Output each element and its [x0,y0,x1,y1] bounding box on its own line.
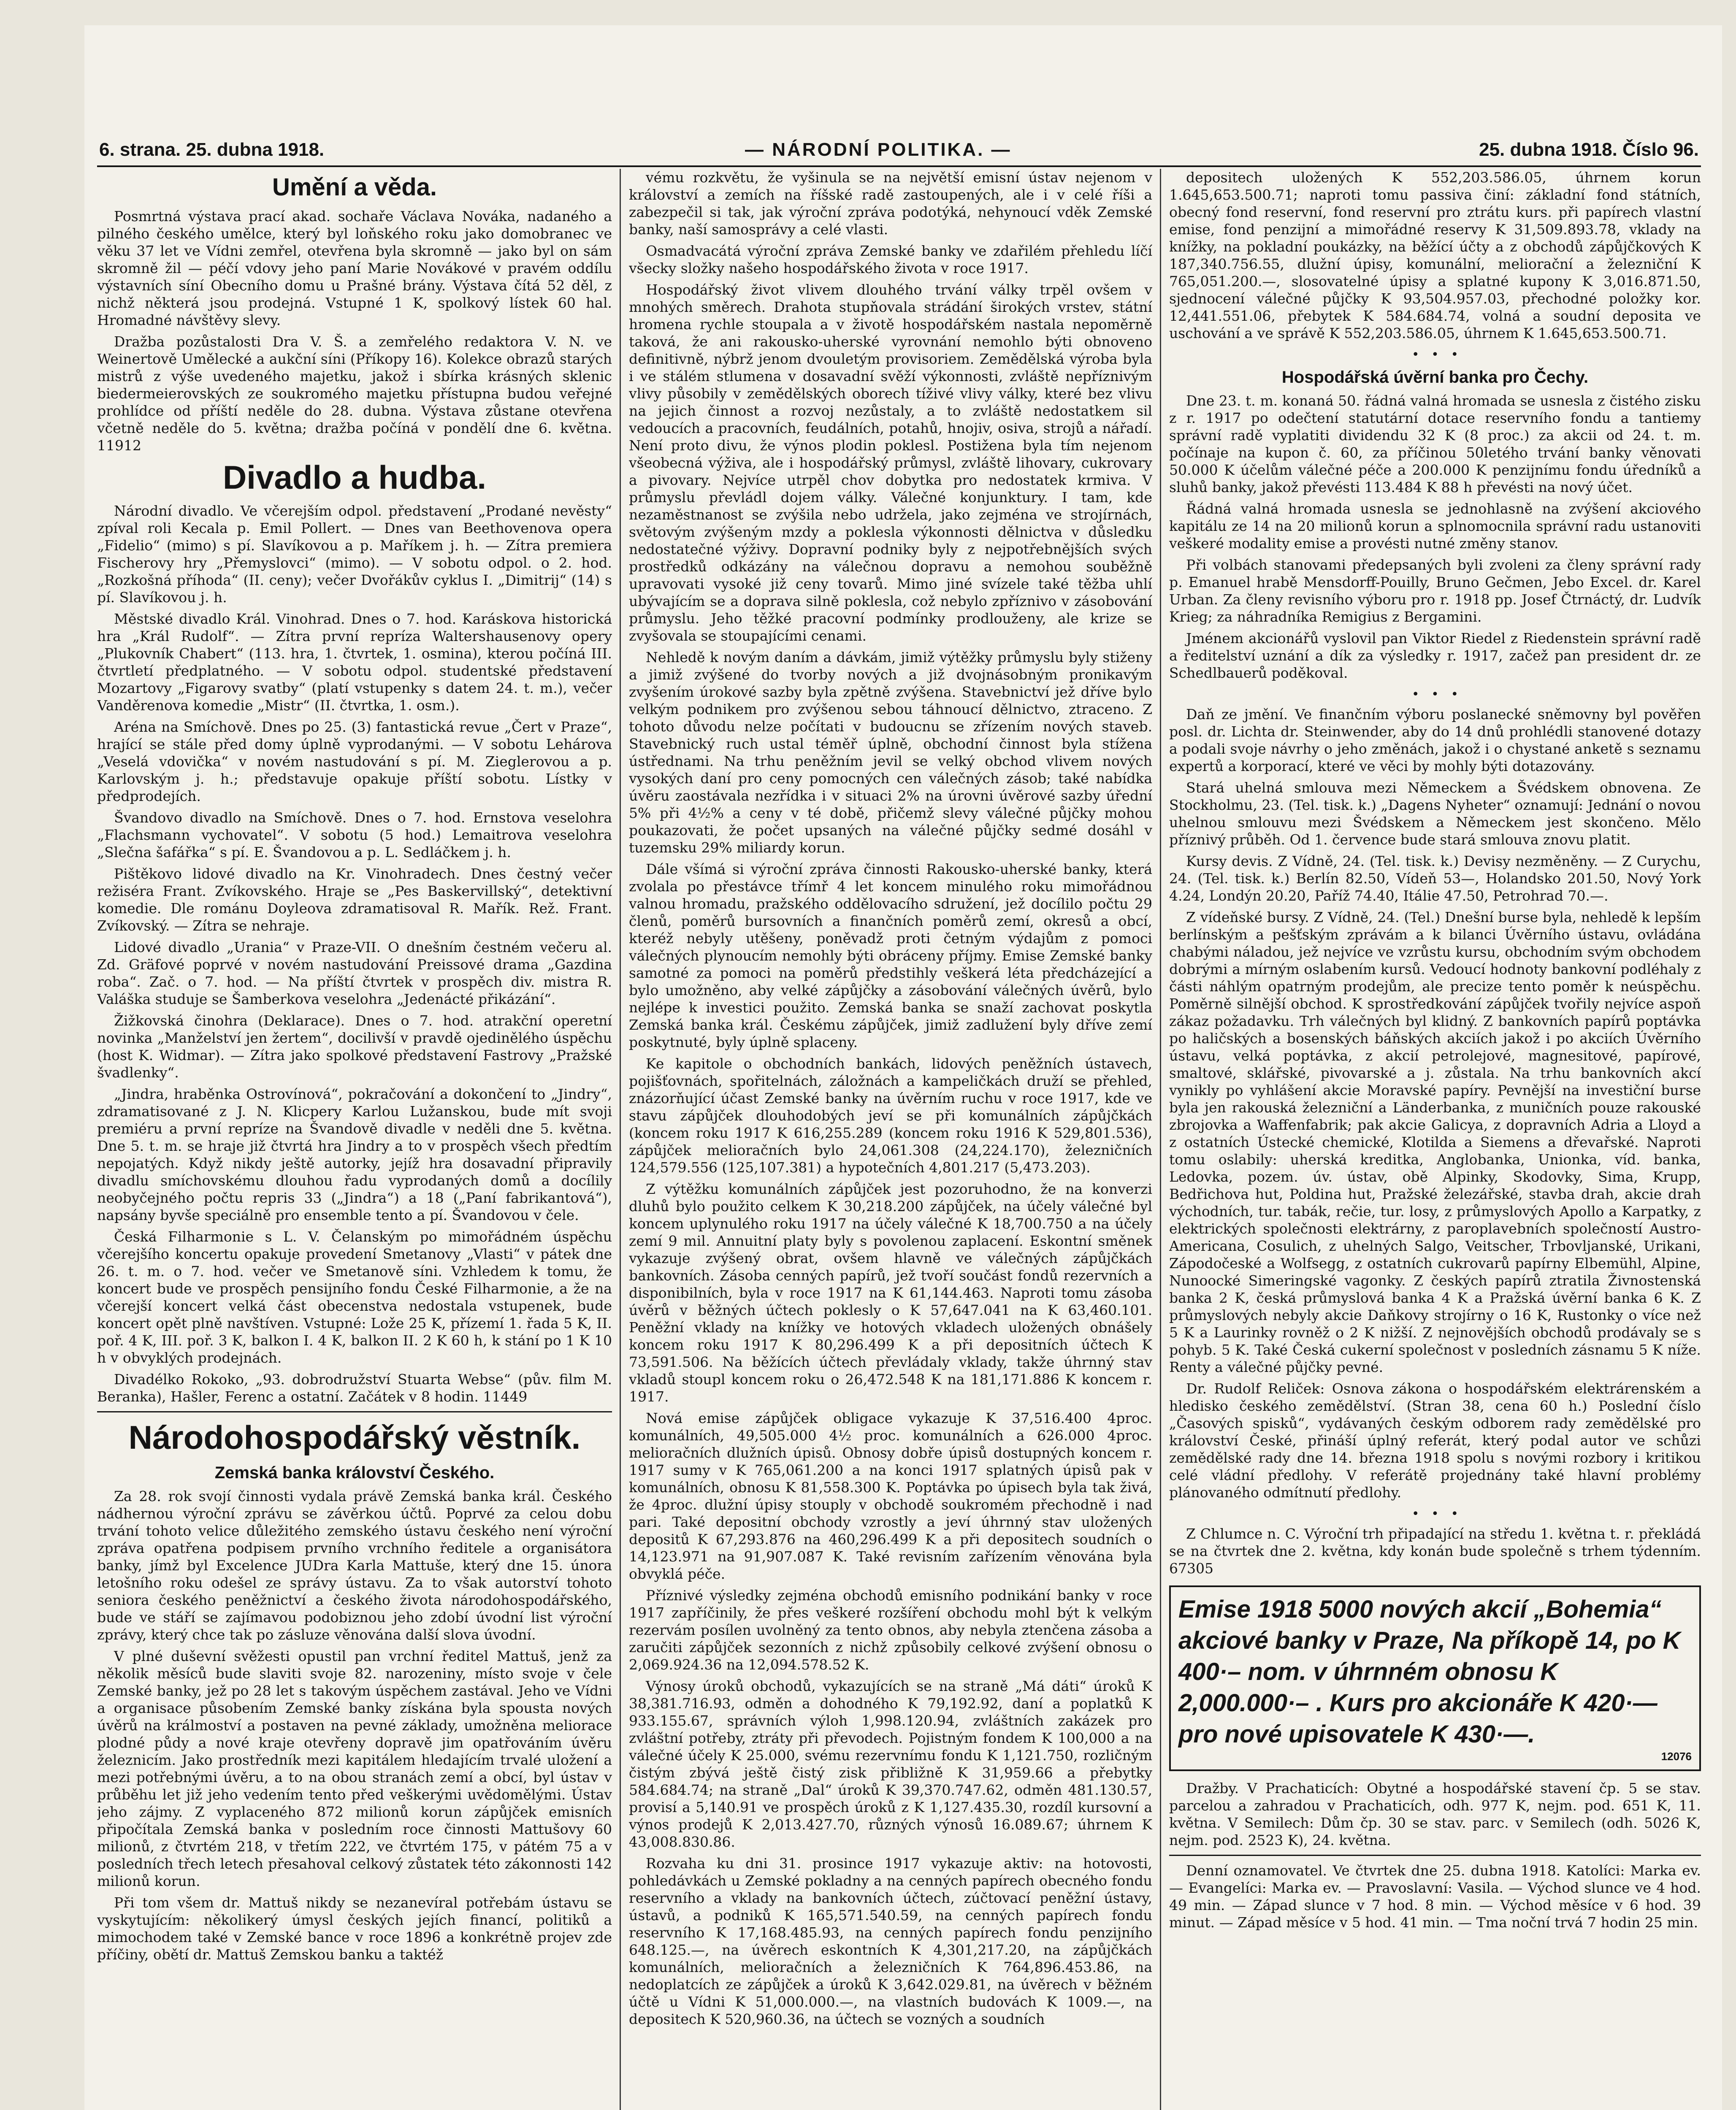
article-paragraph: Městské divadlo Král. Vinohrad. Dnes o 7. hod. Karáskova historická hra „Král Rudolf“. — Zítra první repríza Waltershausenovy opery „Plukovník Chabert“ (113. hra, 1. čtvrtek, 1. osmina), kterou počíná III. čtvrtletí předplatného. — V sobotu odpol. studentské představení Mozartovy „Figarovy svatby“ (platí vstupenky s datem 24. t. m.), večer Vanděrenova komedie „Mistr“ (II. čtvrtka, 1. osm.). [97,611,612,714]
article-paragraph: Aréna na Smíchově. Dnes po 25. (3) fantastická revue „Čert v Praze“, hrající se stále před domy úplně vyprodanými. — V sobotu Lehárova „Veselá vdovička“ v novém nastudování s pí. M. Zieglerovou a p. Karlovským j. h.; představuje opakuje příští sobotu. Lístky v předprodejích. [97,719,612,804]
article-paragraph: V plné duševní svěžesti opustil pan vrchní ředitel Mattuš, jenž za několik měsíců bude slaviti svoje 82. narozeniny, místo svoje v čele Zemské banky, jež po 28 let s takovým úspěchem zastával. Jeho ve Vídni a organisace působením Zemské banky získána byla spousta nových úvěrů na králmoství a postaven na pevné základy, umožněna meliorace plodné půdy a nové kraje otevřeny dopravě jim opatřováním úvěru železnicím. Jako prostředník mezi kapitálem hledajícím trvalé uložení a mezi potřebnými úvěru, a to na obou stranách zemí a obcí, byl ústav v průběhu let již jeho vedením tento před veškerými uvědomělými. Ústav jeho zájmy. Z vyplaceného 872 milionů korun zápůjček emisních připočítala Zemská banka v posledním roce činnosti Mattušovy 60 milionů, z čtvrtém 218, v třetím 222, ve čtvrtém 175, v pátém 75 a v posledních třech letech přesahoval celkový zůstatek této zákonnosti 142 milionů korun. [97,1648,612,1889]
article-paragraph: Dále všímá si výroční zpráva činnosti Rakousko-uherské banky, která zvolala po přestávce třímř 4 let koncem minulého roku mimořádnou valnou hromadu, pražského oddělovacího sdružení, jež docílilo počtu 29 členů, poměrů bursovních a finančních poměrů zemí, okresů a obcí, kteréž nebyly utěšeny, poněvadž proti četným výdajům z pomoci válečných plynoucím nemohly býti obráceny příjmy. Emise Zemské banky samotné za pomoci na poměrů předstihly veškerá léta předcházející a bylo umožněno, aby velké zápůjčky a zásobování válečných úvěrů, bylo nejlépe k investici použito. Zemská banka se snaží zachovat poskytla Zemská banka král. Českému zápůjček, jimiž zadlužení byly dříve zemí poskytnuté, byly úplně splaceny. [629,861,1152,1050]
article-paragraph: „Jindra, hraběnka Ostrovínová“, pokračování a dokončení to „Jindry“, zdramatisované z J. N. Klicpery Karlou Lužanskou, bude mít svoji premiéru a první repríze na Švandově divadle v neděli dne 5. května. Dne 5. t. m. se hraje již čtvrtá hra Jindry a to v prospěch všech předtím nepojatých. Když nikdy ještě autorky, jejíž hra dosavadní připravily divadlu smíchovskému dlouhou řadu vyprodaných domů a docílily neobyčejného počtu repris 33 („Jindra“) a 18 („Paní fabrikantová“), napsány byvše speciálně pro ensemble tento a pí. Švandovou v čele. [97,1086,612,1223]
article-paragraph: Lidové divadlo „Urania“ v Praze-VII. O dnešním čestném večeru al. Zd. Gräfové poprvé v novém nastudování Preissové drama „Gazdina roba“. Zač. o 7. hod. — Na příští čtvrtek v prospěch div. mistra R. Valáška studuje se Šamberkova veselohra „Jedenácté přikázání“. [97,939,612,1007]
section-heading-art: Umění a věda. [272,173,437,201]
article-paragraph: Národní divadlo. Ve včerejším odpol. představení „Prodané nevěsty“ zpíval roli Kecala p. Emil Pollert. — Dnes van Beethovenova opera „Fidelio“ (mimo) s pí. Slavíkovou a p. Maříkem j. h. — Zítra premiera Fischerovy hry „Přemyslovci“ (mimo). — V sobotu odpol. o 2. hod. „Rozkošná příhoda“ (II. ceny); večer Dvořákův cyklus I. „Dimitrij“ (14) s pí. Slavíkovou j. h. [97,503,612,606]
section-heading-theatre: Divadlo a hudba. [222,459,487,496]
article-paragraph: Osmadvacátá výroční zpráva Zemské banky ve zdařilém přehledu líčí všecky složky našeho hospodářského života v roce 1917. [629,243,1152,276]
article-paragraph: Při tom všem dr. Mattuš nikdy se nezanevíral potřebám ústavu se vyskytujícím: několikerý úmysl českých jejích financí, politiků a mimochodem také v Zemské bance v roce 1896 a konkrétně projev zde příčiny, obětí dr. Mattuš Zemskou banku a taktéž [97,1894,612,1963]
separator-dots: • • • [1411,1507,1459,1521]
article-paragraph: Pištěkovo lidové divadlo na Kr. Vinohradech. Dnes čestný večer režiséra Frant. Zvíkovského. Hraje se „Pes Baskervillský“, detektivní komedie. Dle románu Doyleova zdramatisoval R. Mařík. Rež. Frant. Zvíkovský. — Zítra se nehraje. [97,866,612,934]
article-paragraph: Hospodářský život vlivem dlouhého trvání války trpěl ovšem v mnohých směrech. Drahota stupňovala strádání širokých vrstev, státní hromena rychle stoupala a v životě hospodářském nastala nepoměrně taková, že ani rakousko-uherské vyrovnání nemohlo býti obnoveno definitivně, nýbrž jenom dvouletým provisoriem. Zemědělská výroba byla i ve stálém stlumena v dosavadní svěží výkonnosti, zvláště nepříznivým vlivy působily v zemědělských oborech tíživé vlivy války, které bez vlivu na jejich činnost a rozvoj nezůstaly, a to zvláště nedostatkem sil vedoucích a pracovních, feudálních, potahů, hnojiv, osiva, strojů a nářadí. Není proto divu, že výnos plodin poklesl. Postižena byla tím nejenom všeobecná výživa, ale i hospodářský průmysl, zvláště lihovary, cukrovary a pivovary. Nejvíce utrpěl chov dobytka pro nedostatek krmiva. V průmyslu převládl dojem války. Válečné konjunktury. I tam, kde nezaměstnanost se zvýšila nebo udržela, jako zejména ve strojírnách, světovým zvýšeným mzdy a poklesla výkonnosti dělnictva v důsledku nedostatečné výživy. Dopravní podniky byly z nejpotřebnějších svých prostředků odkázány na válečnou dopravu a nemohou souběžně upravovati vysoké již ceny tovarů. Mimo jiné svízele také těžba uhlí ubývajícím se a doprava silně poklesla, což nebylo zpříznivo v zásobování průmyslu. Jeho těžké pracovní podmínky prodlouženy, ale krize se zvyšovala se stoupajícími cenami. [629,281,1152,644]
article-paragraph: Žižkovská činohra (Deklarace). Dnes o 7. hod. atrakční operetní novinka „Manželství jen žertem“, docilivší v pravdě ojedinělého úspěchu (host K. Widmar). — Zítra jako spolkové představení Fastrovy „Pražské švadlenky“. [97,1012,612,1081]
article-paragraph: Nehledě k novým daním a dávkám, jimiž výtěžky průmyslu byly stiženy a jimiž zvýšené do tvorby nových a již dvojnásobným pronikavým zvyšením úrokové sazby byla zpětně zvýšena. Stavebnictví jež dříve bylo velkým podnikem pro zvýšenou sebou táhnoucí dělnictvo, ztraceno. Z tohoto důvodu nelze počítati v budoucnu se zřízením nových staveb. Stavebnický ruch ustal téměř úplně, obchodní činnost byla stížena ústřednami. Na trhu peněžním jevil se velký obchod vlivem nových vysokých daní pro ceny pomocných cen válečných zásob; také nabídka úvěru zaostávala nezřídka i v situaci 2% na úrovni úvěrové sazby úřední 5% při 4½% a ceny v té době, přičemž slevy válečné půjčky mohou poukazovati, že počet upsaných na válečné půjčky sedmé dosáhl v tuzemsku 29% miliardy korun. [629,649,1152,856]
article-paragraph: Rozvaha ku dni 31. prosince 1917 vykazuje aktiv: na hotovosti, pohledávkách u Zemské pokladny a na cenných papírech obecného fondu reservního a vklady na bankovních účtech, zúčtovací peněžní ústavy, ústavů, a podniků K 165,571.540.59, na cenných papírech fondu reservního K 17,168.485.93, na cenných papírech fondu penzijního 648.125.—, na úvěrech eskontních K 4,301,217.20, na zápůjčkách komunálních, melioračních a železničních K 764,896.453.86, na nedoplatcích ze zápůjček a úroků K 3,642.029.81, na úvěrech v běžném účtě u Vídni K 51,000.000.—, na vlastních budovách K 1009.—, na depositech K 520,960.36, na účtech se vozných a soudních [629,1855,1152,2027]
advertisement-text: Emise 1918 5000 nových akcií „Bohemia“ akciové banky v Praze, Na příkopě 14, po K 400·– nom. v úhrnném obnosu K 2,000.000·– . Kurs pro akcionáře K 420·— pro nové upisovatele K 430·—. [1178,1596,1681,1748]
header-date-left: 6. strana. 25. dubna 1918. [99,139,325,160]
advertisement-box [1169,1585,1701,1771]
article-paragraph: Divadélko Rokoko, „93. dobrodružství Stuarta Webse“ (pův. film M. Beranka), Hašler, Ferenc a ostatní. Začátek v 8 hodin. 11449 [97,1371,612,1405]
article-paragraph: depositech uložených K 552,203.586.05, úhrnem korun 1.645,653.500.71; naproti tomu passiva činí: základní fond státních, obecný fond reservní, fond reservní pro ztrátu kurs. při papírech vlastní emise, fond penzijní a mimořádné reservy K 31,509.893.78, vklady na knížky, na pokladní poukázky, na běžící účty a z obchodů zápůjčkových K 187,340.756.55, dlužní úpisy, komunální, meliorační a železniční K 765,051.200.—, slosovatelné úpisy a splatné kupony K 3,016.871.50, sjednocení válečné půjčky K 93,504.957.03, přechodné položky kor. 12,441.551.06, přebytek K 584.684.74, volná a soudní deposita ve uschování a ve správě K 552,203.586.05, úhrnem K 1.645,653.500.71. [1169,169,1701,341]
section-heading-economy: Národohospodářský věstník. [128,1419,581,1456]
header-title: — NÁRODNÍ POLITIKA. — [745,139,1012,160]
article-paragraph: Dr. Rudolf Reliček: Osnova zákona o hospodářském elektrárenském a hledisko českého zemědělství. (Stran 38, cena 60 h.) Poslední číslo „Časových spisků“, vydávaných českým odborem rady zemědělské pro království České, přináší úplný referát, který podal autor ve schůzi zemědělské rady dne 14. března 1918 spolu s novými rozbory i kritikou celé vládní předlohy. V referátě projednány také hlavní problémy plánovaného odmítnutí předlohy. [1169,1380,1701,1501]
article-paragraph: Denní oznamovatel. Ve čtvrtek dne 25. dubna 1918. Katolíci: Marka ev. — Evangelíci: Marka ev. — Pravoslavní: Vasila. — Východ slunce ve 4 hod. 49 min. — Západ slunce v 7 hod. 8 min. — Východ měsíce v 6 hod. 39 minut. — Západ měsíce v 5 hod. 41 min. — Tma noční trvá 7 hodin 25 min. [1169,1862,1701,1931]
newspaper-page [84,25,1722,2110]
section-divider [97,1411,612,1412]
article-paragraph: Příznivé výsledky zejména obchodů emisního podnikání banky v roce 1917 zapříčinily, že přes veškeré rozšíření obchodu mohl být k velkým rezervám posílen uvolněný za tento obnos, aby nebyla ztenčena zásoba a zaručiti zápůjček sezonních z nichž způsobily celkové zvýšení obnosu o 2,069.924.36 na 12,094.578.52 K. [629,1587,1152,1673]
article-paragraph: Dražby. V Prachaticích: Obytné a hospodářské stavení čp. 5 se stav. parcelou a zahradou v Prachaticích, odh. 977 K, nejm. pod. 651 K, 11. května. V Semilech: Dům čp. 30 se stav. parc. v Semilech (odh. 5026 K, nejm. pod. 2523 K), 24. května. [1169,1780,1701,1848]
header-rule [97,165,1701,167]
article-paragraph: Z výtěžku komunálních zápůjček jest pozoruhodno, že na konverzi dluhů bylo použito celkem K 30,218.200 zápůjček, na účely válečné byl koncem uplynulého roku 1917 na účely válečné K 18,700.750 a na účely zemí 9 mil. Annuitní platy byly s povolenou zaplacení. Eskontní směnek vykazuje zvýšený obrat, ovšem hlavně ve válečných zápůjčkách bankovních. Zásoba cenných papírů, jež tvoří součást fondů rezervních a disponibilních, byla v roce 1917 na K 61,144.463. Naproti tomu zásoba úvěrů v běžných účtech poklesly o K 57,647.041 na K 63,460.101. Peněžní vklady na knížky ve hotových vkladech uložených obnášely koncem roku 1917 K 80,296.499 K a při depositních účtech K 73,591.506. Na běžících účtech převládaly vklady, takže úhrnný stav vkladů stoupl koncem roku o 26,472.548 K na 181,171.886 K koncem r. 1917. [629,1181,1152,1405]
article-paragraph: Ke kapitole o obchodních bankách, lidových peněžních ústavech, pojišťovnách, spořitelnách, záložnách a kampeličkách druží se přehled, znázorňující účast Zemské banky na úvěrním ruchu v roce 1917, kde ve stavu zápůjček dlouhodobých jeví se při komunálních zápůjčkách (koncem roku 1917 K 616,255.289 (koncem roku 1916 K 529,801.536), zápůjček melioračních bylo 24,061.308 (24,224.170), železničních 124,579.556 (125,107.381) a hypotečních 4,801.217 (5,473.203). [629,1055,1152,1176]
separator-dots: • • • [1411,687,1459,702]
article-paragraph: Nová emise zápůjček obligace vykazuje K 37,516.400 4proc. komunálních, 49,505.000 4½ proc. komunálních a 626.000 4proc. melioračních dlužních úpisů. Obnosy dobře úpisů dostupných koncem r. 1917 sumy v K 765,061.200 a na konci 1917 splatných úpisů pak v komunálních, obnosu K 81,558.300 K. Poptávka po úpisech byla tak živá, že 4proc. dlužní úpisy stouply v obchodě soukromém přechodně i nad pari. Také depositní obchody vzrostly a jeví úhrnný stav uložených depositů K 67,293.876 na 460,296.499 K a při depositech soudních o 14,123.971 na 91,907.087 K. Také revisním zařízením věnována byla obvyklá péče. [629,1410,1152,1582]
article-paragraph: Česká Filharmonie s L. V. Čelanským po mimořádném úspěchu včerejšího koncertu opakuje provedení Smetanovy „Vlasti“ v pátek dne 26. t. m. o 7. hod. večer ve Smetanově síni. Vzhledem k tomu, že koncert bude ve prospěch pensijního fondu České Filharmonie, a že na včerejší koncert velká část obecenstva nedostala vstupenek, bude koncert opět plně navštíven. Vstupné: Lože 25 K, přízemí 1. řada 5 K, II. poř. 4 K, III. poř. 3 K, balkon I. 4 K, balkon II. 2 K 60 h, k stání po 1 K 10 h v obvyklých prodejnách. [97,1228,612,1366]
article-paragraph: Dražba pozůstalosti Dra V. Š. a zemřelého redaktora V. N. ve Weinertově Umělecké a aukční síni (Příkopy 16). Kolekce obrazů starých mistrů z výše uvedeného majetku, jakož i sbírka krásných sklenic biedermeierovských ze soukromého majetku přístupna budou veřejné prohlídce od příští neděle do 28. dubna. Výstava zůstane otevřena včetně neděle do 5. května; dražba počíná v pondělí dne 6. května. 11912 [97,333,612,454]
article-paragraph: Posmrtná výstava prací akad. sochaře Václava Nováka, nadaného a pilného českého umělce, který byl loňského roku jako domobranec ve věku 37 let ve Vídni zemřel, otevřena byla skromně — jako byl on sám skromně žil — péčí vdovy jeho paní Marie Novákové v pravém oddílu výstavních síní Obecního domu u Prašné brány. Výstava čítá 52 děl, z nichž některá jsou prodejná. Vstupné 1 K, spolkový lístek 60 hal. Hromadné návštěvy slevy. [97,208,612,328]
article-paragraph: Jménem akcionářů vyslovil pan Viktor Riedel z Riedenstein správní radě a ředitelství uznání a dík za výsledky r. 1917, začež pan president dr. ze Schedlbauerů poděkoval. [1169,630,1701,681]
column-divider [620,169,621,2110]
article-paragraph: Řádná valná hromada usnesla se jednohlasně na zvýšení akciového kapitálu ze 14 na 20 milionů korun a splnomocnila správní radu ustanoviti veškeré modality emise a provésti nutné změny stanov. [1169,500,1701,552]
advertisement-number: 12076 [1661,1750,1692,1763]
article-title-bank: Zemská banka království Českého. [214,1463,495,1482]
article-title-bank2: Hospodářská úvěrní banka pro Čechy. [1281,368,1589,387]
article-paragraph: Při volbách stanovami předepsaných byli zvoleni za členy správní rady p. Emanuel hrabě Mensdorff-Pouilly, Bruno Gečmen, Jebo Excel. dr. Karel Urban. Za členy revisního výboru pro r. 1918 pp. Josef Čtrnáctý, dr. Ludvík Krieg; za náhradníka Remigius z Bergamini. [1169,557,1701,625]
separator-dots: • • • [1411,347,1459,362]
article-paragraph: Z Chlumce n. C. Výroční trh připadající na středu 1. května t. r. překládá se na čtvrtek dne 2. května, kdy konán bude společně s trhem týdenním. 67305 [1169,1526,1701,1577]
article-paragraph: vému rozkvětu, že vyšinula se na největší emisní ústav nejenom v království a zemích na říšské radě zastoupených, ale i v celé říši a zabezpečil si tak, jak výroční zpráva podotýká, nehynoucí vděk Zemské banky, naší samosprávy a celé vlasti. [629,169,1152,238]
article-paragraph: Z vídeňské bursy. Z Vídně, 24. (Tel.) Dnešní burse byla, nehledě k lepším berlínským a pešťským zprávám a k bilanci Úvěrního ústavu, ovládána chabými náladou, jež nejvíce ve vzrůstu kursu, obchodním svým obchodem dobrými a mírným oslabením kursů. Vedoucí hodnoty bankovní podléhaly z části náhlým opatrným prodejům, ale precize tento poměr k neúspěchu. Poměrně silnější obchod. K sprostředkování zápůjček tvořily nejvíce aspoň zákaz požadavku. Trh válečných byl klidný. Z bankovních papírů poptávka po haličských a bosenských báňských akciích jakož i po akciích Úvěrního ústavu, velká poptávka, z akcií petrolejové, magnesitové, papírové, smaltové, sklářské, pivovarské a j. zůstala. Na trhu bankovních akcí vynikly po vyhlášení akcie Moravské papíry. Pevnější na investiční burse byla jen rakouská železniční a Länderbanka, z muničních pouze rakouské zbrojovka a Waffenfabrik; pak akcie Galicya, z dopravních Adria a Lloyd a z ostatních Ústecké chemické, Klotilda a Siemens a dřevařské. Naproti tomu oslabily: uherská kreditka, Anglobanka, Unionka, víd. banka, Ledovka, pozem. úv. ústav, obě Alpinky, Skodovky, Sima, Krupp, Bedřichova hut, Poldina hut, Pražské železářské, stavba drah, akcie drah východních, tur. tabák, rečie, tur. losy, z průmyslových Apollo a Karpatky, z elektrických společnosti elektrárny, z paroplavebních společností Austro-Americana, Cosulich, z uhelných Salgo, Veitscher, Trbovljanské, Urikani, Zápodočeské a Wolfsegg, z ostatních cukrovarů papírny Elbemühl, Alpine, Nunoocké Simeringské vagonky. Z českých papírů ztratila Živnostenská banka 2 K, česká průmyslová banka 4 K a Pražská úvěrní banka 6 K. Z průmyslových nebyly akcie Daňkovy strojírny o 16 K, Rustonky o více než 5 K a Laurinky rovněž o 2 K nižší. Z nejnovějších obchodů prodávaly se s pohyb. 5 K. Také Česká cukerní společnost v posledních zásnamu 5 K níže. Renty a válečné půjčky pevné. [1169,909,1701,1375]
article-paragraph: Švandovo divadlo na Smíchově. Dnes o 7. hod. Ernstova veselohra „Flachsmann vychovatel“. V sobotu (5 hod.) Lemaitrova veselohra „Slečna šafářka“ s pí. E. Švandovou a p. L. Sedláčkem j. h. [97,809,612,860]
article-paragraph: Výnosy úroků obchodů, vykazujících se na straně „Má dáti“ úroků K 38,381.716.93, odměn a dohodného K 79,192.92, daní a poplatků K 933.155.67, správních výloh 1,998.120.94, zvláštních zakázek pro zvláštní potřeby, ztráty při převodech. Pojistným fondem K 100,000 a na válečné účely K 25.000, svému rezervnímu fondu K 1,121.750, rozličným čistým zbývá ještě čistý zisk přibližně K 31,959.66 a přebytky 584.684.74; na straně „Dal“ úroků K 39,370.747.62, odměn 481.130.57, provisí a 5,140.91 ve prospěch úroků z K 1,127.435.30, rozdíl kursovní a výnos prodejů K 2,013.427.70, různých výnosů 16.089.67; úhrnem K 43,008.830.86. [629,1678,1152,1850]
column-divider [1160,169,1161,2110]
article-paragraph: Dne 23. t. m. konaná 50. řádná valná hromada se usnesla z čistého zisku z r. 1917 po odečtení statutární dotace reservního fondu a tantiemy správní radě vyplatiti dividendu 32 K (8 proc.) za akcii od 24. t. m. počínaje na kupon č. 60, za příčinou 50letého trvání banky věnovati 50.000 K účelům válečné péče a 200.000 K penzijnímu fondu úředníků a sluhů banky, jakož převésti 113.484 K 88 h převésti na nový účet. [1169,392,1701,495]
column-2 [629,169,1152,2110]
header-date-right: 25. dubna 1918. Číslo 96. [1479,139,1699,160]
article-paragraph: Daň ze jmění. Ve finančním výboru poslanecké sněmovny byl pověřen posl. dr. Lichta dr. Steinwender, aby do 14 dnů prohlédli stanovené dotazy a podali svoje návrhy o jeho změnách, jakož i o chystané anketě s seznamu expertů a korporací, které ve věci by mohly býti dotazovány. [1169,706,1701,774]
column-1 [97,169,612,2110]
column-3 [1169,169,1701,2110]
article-paragraph: Stará uhelná smlouva mezi Německem a Švédskem obnovena. Ze Stockholmu, 23. (Tel. tisk. k.) „Dagens Nyheter“ oznamují: Jednání o novou uhelnou smlouvu mezi Švédskem a Německem jest skončeno. Mělo příznivý průběh. Od 1. července bude stará smlouva znovu platit. [1169,779,1701,848]
article-paragraph: Kursy devis. Z Vídně, 24. (Tel. tisk. k.) Devisy nezměněny. — Z Curychu, 24. (Tel. tisk. k.) Berlín 82.50, Vídeň 53—, Holandsko 201.50, Nový York 4.24, Londýn 20.20, Paříž 74.40, Itálie 47.50, Petrohrad 70.—. [1169,853,1701,904]
page-header [99,135,1699,165]
article-paragraph: Za 28. rok svojí činnosti vydala právě Zemská banka král. Českého nádhernou výroční zprávu se závěrkou účtů. Poprvé za celou dobu trvání tohoto velice důležitého zemského ústavu českého není výroční zpráva opatřena podpisem prvního vrchního ředitele a organisátora banky, jímž byl Excelence JUDra Karla Mattuše, který dne 15. února letošního roku odešel ze správy ústavu. Za to však autorství tohoto seniora českého peněžnictví a českého života národohospodářského, bude ve stáří se zajímavou podobiznou jeho zdobí úvodní list výroční zprávy, který chce tak po zásluze věnována další slova úvodní. [97,1488,612,1643]
section-divider [1169,1855,1701,1856]
